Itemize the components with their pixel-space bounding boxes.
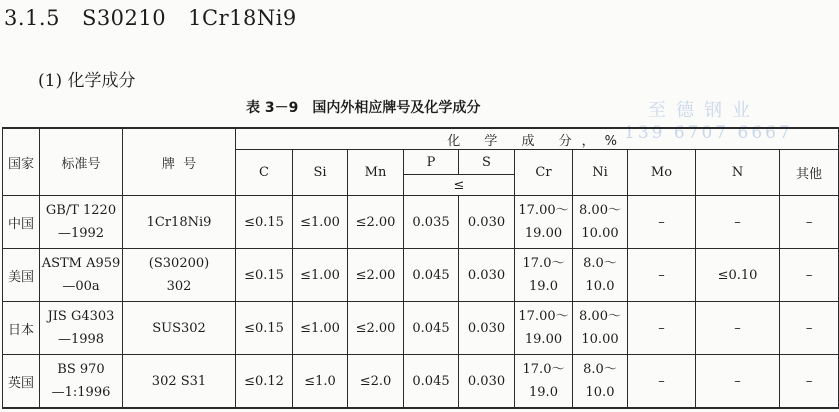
n-value: – bbox=[696, 196, 780, 249]
si-value: ≤1.0 bbox=[293, 355, 348, 409]
cr-value bbox=[515, 302, 573, 355]
table-row bbox=[3, 302, 839, 355]
country-name: 英国 bbox=[7, 375, 34, 391]
header-element-cr: Cr bbox=[515, 150, 573, 196]
ni-value bbox=[573, 196, 628, 249]
header-element-ni: Ni bbox=[573, 150, 628, 196]
cr-max: 19.00 bbox=[524, 226, 563, 241]
subsection-heading: (1) 化学成分 bbox=[38, 71, 136, 91]
grade-line-1: 1Cr18Ni9 bbox=[146, 214, 212, 230]
standard-line-1: BS 970 bbox=[57, 362, 105, 377]
mn-value: ≤2.00 bbox=[348, 302, 404, 355]
ni-min: 8.0～ bbox=[583, 362, 617, 377]
header-standard: 标准号 bbox=[40, 128, 123, 196]
ni-value bbox=[573, 302, 628, 355]
standard-line-1: ASTM A959 bbox=[41, 256, 121, 271]
mo-value: – bbox=[628, 249, 696, 302]
s-value: 0.030 bbox=[459, 302, 515, 355]
mo-value: – bbox=[628, 196, 696, 249]
cr-max: 19.00 bbox=[524, 332, 563, 347]
grade-line-1: (S30200) bbox=[148, 256, 210, 271]
cr-max: 19.0 bbox=[529, 279, 558, 294]
table-header bbox=[3, 128, 839, 196]
header-composition: 化 学 成 分，% bbox=[236, 128, 839, 150]
other-value: – bbox=[780, 196, 839, 249]
c-value: ≤0.15 bbox=[236, 302, 293, 355]
country-name: 日本 bbox=[7, 322, 34, 338]
s-value: 0.030 bbox=[459, 196, 515, 249]
cr-min: 17.00～ bbox=[518, 309, 569, 324]
ni-value bbox=[573, 249, 628, 302]
c-value: ≤0.15 bbox=[236, 196, 293, 249]
country-cell bbox=[3, 249, 40, 302]
mn-value: ≤2.00 bbox=[348, 196, 404, 249]
standard-line-2: —1992 bbox=[57, 226, 105, 241]
header-ps-max-note: ≤ bbox=[404, 175, 515, 196]
mn-value: ≤2.0 bbox=[348, 355, 404, 409]
other-value: – bbox=[780, 249, 839, 302]
country-cell bbox=[3, 355, 40, 409]
standard-cell bbox=[40, 196, 123, 249]
n-value: ≤0.10 bbox=[696, 249, 780, 302]
si-value: ≤1.00 bbox=[293, 302, 348, 355]
cr-value bbox=[515, 355, 573, 409]
grade-cell bbox=[123, 196, 236, 249]
standard-line-1: GB/T 1220 bbox=[45, 203, 117, 218]
header-element-mn: Mn bbox=[348, 150, 404, 196]
mo-value: – bbox=[628, 302, 696, 355]
grade-line-2: 302 bbox=[166, 279, 192, 294]
c-value: ≤0.15 bbox=[236, 249, 293, 302]
country-name: 美国 bbox=[7, 269, 34, 285]
p-value: 0.045 bbox=[404, 302, 459, 355]
cr-min: 17.0～ bbox=[522, 256, 565, 271]
header-element-si: Si bbox=[293, 150, 348, 196]
ni-max: 10.0 bbox=[585, 385, 615, 400]
mo-value: – bbox=[628, 355, 696, 409]
n-value: – bbox=[696, 302, 780, 355]
country-cell bbox=[3, 196, 40, 249]
watermark-company: 至德钢业 bbox=[648, 100, 760, 121]
grade-cell bbox=[123, 302, 236, 355]
p-value: 0.035 bbox=[404, 196, 459, 249]
si-value: ≤1.00 bbox=[293, 249, 348, 302]
n-value: – bbox=[696, 355, 780, 409]
standard-line-2: —00a bbox=[62, 279, 100, 294]
cr-min: 17.00～ bbox=[518, 203, 569, 218]
ni-max: 10.0 bbox=[585, 279, 615, 294]
table-row bbox=[3, 249, 839, 302]
ni-min: 8.00～ bbox=[579, 309, 621, 324]
header-element-s: S bbox=[459, 150, 515, 175]
header-element-mo: Mo bbox=[628, 150, 696, 196]
section-heading bbox=[4, 6, 297, 30]
cr-max: 19.0 bbox=[529, 385, 558, 400]
si-value: ≤1.00 bbox=[293, 196, 348, 249]
ni-min: 8.0～ bbox=[583, 256, 617, 271]
cr-value bbox=[515, 196, 573, 249]
other-value: – bbox=[780, 302, 839, 355]
header-element-other: 其他 bbox=[780, 150, 839, 196]
header-element-n: N bbox=[696, 150, 780, 196]
section-number: 3.1.5 bbox=[4, 6, 60, 30]
p-value: 0.045 bbox=[404, 355, 459, 409]
section-grade: 1Cr18Ni9 bbox=[188, 6, 297, 30]
watermark-phone: 139 6707 6667 bbox=[624, 123, 793, 143]
table-row bbox=[3, 196, 839, 249]
composition-table bbox=[2, 127, 839, 409]
table-row bbox=[3, 355, 839, 409]
p-value: 0.045 bbox=[404, 249, 459, 302]
grade-line-1: 302 S31 bbox=[151, 373, 207, 389]
section-code: S30210 bbox=[81, 6, 167, 30]
s-value: 0.030 bbox=[459, 355, 515, 409]
table-caption: 表 3－9 国内外相应牌号及化学成分 bbox=[246, 100, 481, 116]
cr-value bbox=[515, 249, 573, 302]
cr-min: 17.0～ bbox=[522, 362, 565, 377]
grade-cell bbox=[123, 355, 236, 409]
grade-line-1: SUS302 bbox=[152, 320, 206, 336]
c-value: ≤0.12 bbox=[236, 355, 293, 409]
other-value: – bbox=[780, 355, 839, 409]
ni-max: 10.00 bbox=[581, 332, 619, 347]
grade-cell bbox=[123, 249, 236, 302]
standard-line-1: JIS G4303 bbox=[47, 309, 115, 324]
s-value: 0.030 bbox=[459, 249, 515, 302]
country-cell bbox=[3, 302, 40, 355]
standard-cell bbox=[40, 249, 123, 302]
standard-line-2: —1:1996 bbox=[51, 385, 111, 400]
ni-min: 8.00～ bbox=[579, 203, 621, 218]
standard-line-2: —1998 bbox=[57, 332, 105, 347]
header-grade: 牌 号 bbox=[123, 128, 236, 196]
header-element-p: P bbox=[404, 150, 459, 175]
standard-cell bbox=[40, 302, 123, 355]
header-element-c: C bbox=[236, 150, 293, 196]
ni-max: 10.00 bbox=[581, 226, 619, 241]
ni-value bbox=[573, 355, 628, 409]
table-body bbox=[3, 196, 839, 409]
country-name: 中国 bbox=[7, 216, 34, 232]
mn-value: ≤2.00 bbox=[348, 249, 404, 302]
header-country: 国家 bbox=[3, 128, 40, 196]
standard-cell bbox=[40, 355, 123, 409]
